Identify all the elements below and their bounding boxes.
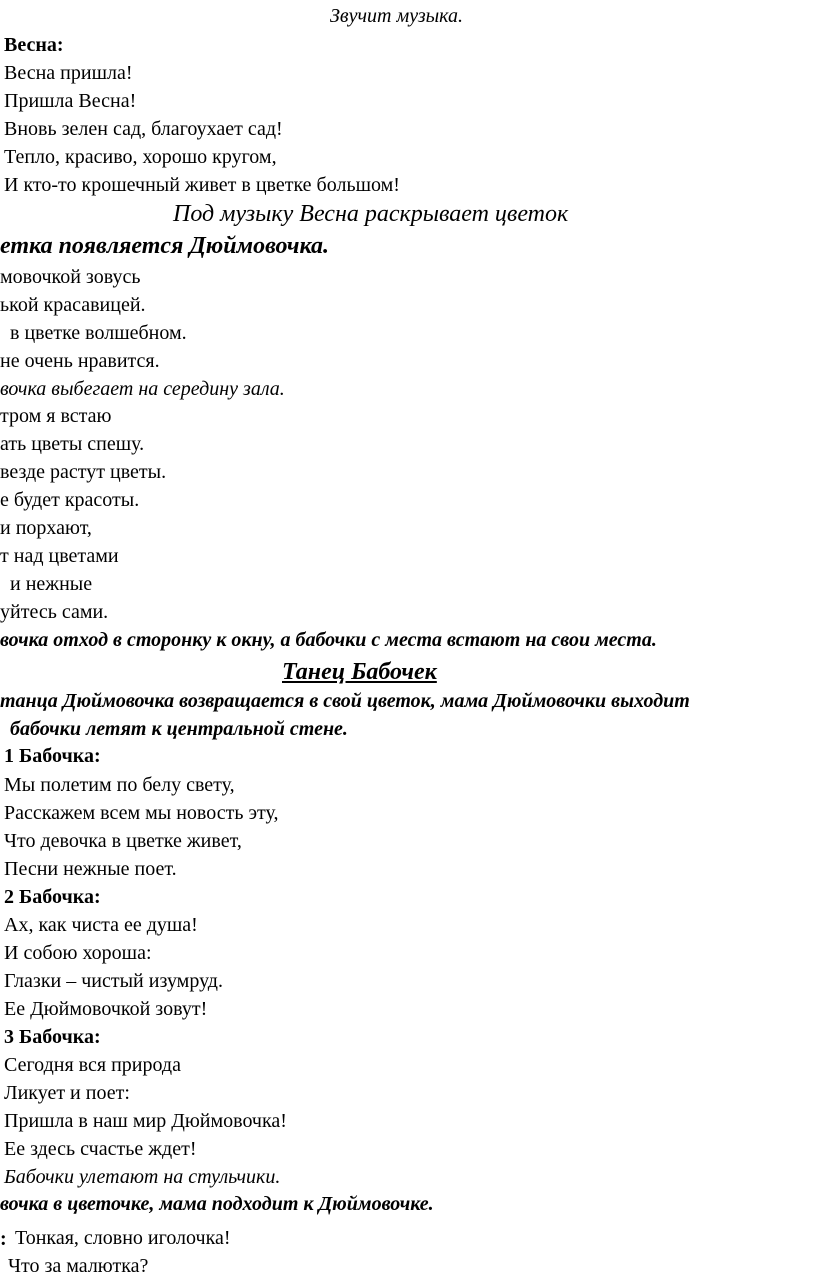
stage-direction: вочка в цветочке, мама подходит к Дюймовочке. xyxy=(0,1193,434,1215)
verse-line: Ах, как чиста ее душа! xyxy=(4,914,198,936)
stage-direction: бабочки летят к центральной стене. xyxy=(10,718,348,740)
verse-line: ать цветы спешу. xyxy=(0,433,145,455)
speaker-colon: : xyxy=(0,1228,7,1250)
stage-direction-music: Звучит музыка. xyxy=(330,5,464,27)
stage-direction-thumbelina: етка появляется Дюймовочка. xyxy=(0,233,330,259)
verse-line: Расскажем всем мы новость эту, xyxy=(4,802,279,824)
speaker-butterfly-2: 2 Бабочка: xyxy=(4,886,101,908)
verse-line: И кто-то крошечный живет в цветке большом! xyxy=(4,174,400,196)
verse-line: и порхают, xyxy=(0,517,92,539)
verse-line: в цветке волшебном. xyxy=(10,322,187,344)
verse-line: ькой красавицей. xyxy=(0,294,146,316)
verse-line: не очень нравится. xyxy=(0,350,160,372)
stage-direction: Бабочки улетают на стульчики. xyxy=(4,1166,281,1188)
speaker-vesna: Весна: xyxy=(4,34,64,56)
verse-line: И собою хороша: xyxy=(4,942,152,964)
verse-line: т над цветами xyxy=(0,545,119,567)
verse-line: Ее Дюймовочкой зовут! xyxy=(4,998,208,1020)
stage-direction: вочка выбегает на середину зала. xyxy=(0,378,285,400)
verse-line: Весна пришла! xyxy=(4,62,133,84)
verse-line: Ликует и поет: xyxy=(4,1082,130,1104)
verse-line: Мы полетим по белу свету, xyxy=(4,774,235,796)
stage-direction: вочка отход в сторонку к окну, а бабочки с места встают на свои места. xyxy=(0,629,657,651)
verse-line: Что за малютка? xyxy=(8,1255,149,1277)
verse-line: е будет красоты. xyxy=(0,489,140,511)
verse-line: Тонкая, словно иголочка! xyxy=(15,1227,231,1249)
speaker-butterfly-3: 3 Бабочка: xyxy=(4,1026,101,1048)
verse-line: тром я встаю xyxy=(0,405,112,427)
verse-line: Что девочка в цветке живет, xyxy=(4,830,242,852)
verse-line: везде растут цветы. xyxy=(0,461,167,483)
speaker-butterfly-1: 1 Бабочка: xyxy=(4,745,101,767)
verse-line: мовочкой зовусь xyxy=(0,266,141,288)
stage-direction-flower: Под музыку Весна раскрывает цветок xyxy=(173,201,569,227)
verse-line: Пришла Весна! xyxy=(4,90,137,112)
verse-line: Песни нежные поет. xyxy=(4,858,177,880)
verse-line: Глазки – чистый изумруд. xyxy=(4,970,223,992)
verse-line: и нежные xyxy=(10,573,93,595)
verse-line: Сегодня вся природа xyxy=(4,1054,181,1076)
verse-line: Вновь зелен сад, благоухает сад! xyxy=(4,118,283,140)
verse-line: уйтесь сами. xyxy=(0,601,109,623)
verse-line: Тепло, красиво, хорошо кругом, xyxy=(4,146,277,168)
verse-line: Пришла в наш мир Дюймовочка! xyxy=(4,1110,287,1132)
stage-direction: танца Дюймовочка возвращается в свой цветок, мама Дюймовочки выходит xyxy=(0,690,690,712)
section-title-butterfly-dance: Танец Бабочек xyxy=(282,659,437,685)
verse-line: Ее здесь счастье ждет! xyxy=(4,1138,197,1160)
